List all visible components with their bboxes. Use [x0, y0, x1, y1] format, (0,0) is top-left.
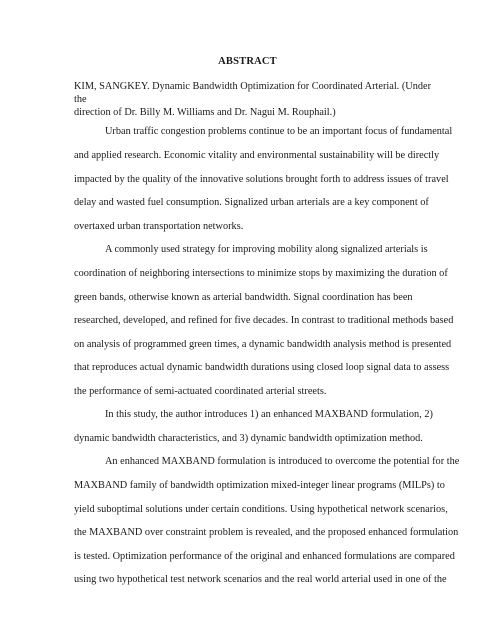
body-line: on analysis of programmed green times, a dynamic bandwidth analysis method is presented [74, 339, 452, 350]
body-line: yield suboptimal solutions under certain conditions. Using hypothetical network scenarios, [74, 504, 448, 515]
citation [74, 80, 434, 119]
body-line: green bands, otherwise known as arterial bandwidth. Signal coordination has been [74, 292, 413, 303]
body-line: and applied research. Economic vitality and environmental sustainability will be directly [74, 150, 440, 161]
body-line: using two hypothetical test network scenarios and the real world arterial used in one of the [74, 574, 447, 585]
body-line: In this study, the author introduces 1) an enhanced MAXBAND formulation, 2) [105, 409, 433, 420]
body-line: MAXBAND family of bandwidth optimization mixed-integer linear programs (MILPs) to [74, 480, 445, 491]
body-line: A commonly used strategy for improving mobility along signalized arterials is [105, 244, 428, 255]
body-line: that reproduces actual dynamic bandwidth durations using closed loop signal data to assess [74, 362, 450, 373]
body-line: impacted by the quality of the innovative solutions brought forth to address issues of travel [74, 174, 449, 185]
citation-line: direction of Dr. Billy M. Williams and Dr. Nagui M. Rouphail.) [74, 107, 336, 118]
body-line: coordination of neighboring intersections to minimize stops by maximizing the duration of [74, 268, 448, 279]
citation-line: KIM, SANGKEY. Dynamic Bandwidth Optimization for Coordinated Arterial. (Under the [74, 81, 431, 105]
abstract-heading: ABSTRACT [218, 56, 277, 67]
body-line: Urban traffic congestion problems continue to be an important focus of fundamental [105, 126, 453, 137]
body-line: the performance of semi-actuated coordinated arterial streets. [74, 386, 327, 397]
body-line: researched, developed, and refined for five decades. In contrast to traditional methods based [74, 315, 454, 326]
body-line: is tested. Optimization performance of the original and enhanced formulations are compared [74, 551, 455, 562]
body-line: delay and wasted fuel consumption. Signalized urban arterials are a key component of [74, 197, 429, 208]
body-line: the MAXBAND over constraint problem is revealed, and the proposed enhanced formulation [74, 527, 459, 538]
body-line: An enhanced MAXBAND formulation is introduced to overcome the potential for the [105, 456, 460, 467]
body-line: overtaxed urban transportation networks. [74, 221, 244, 232]
body-line: dynamic bandwidth characteristics, and 3) dynamic bandwidth optimization method. [74, 433, 423, 444]
